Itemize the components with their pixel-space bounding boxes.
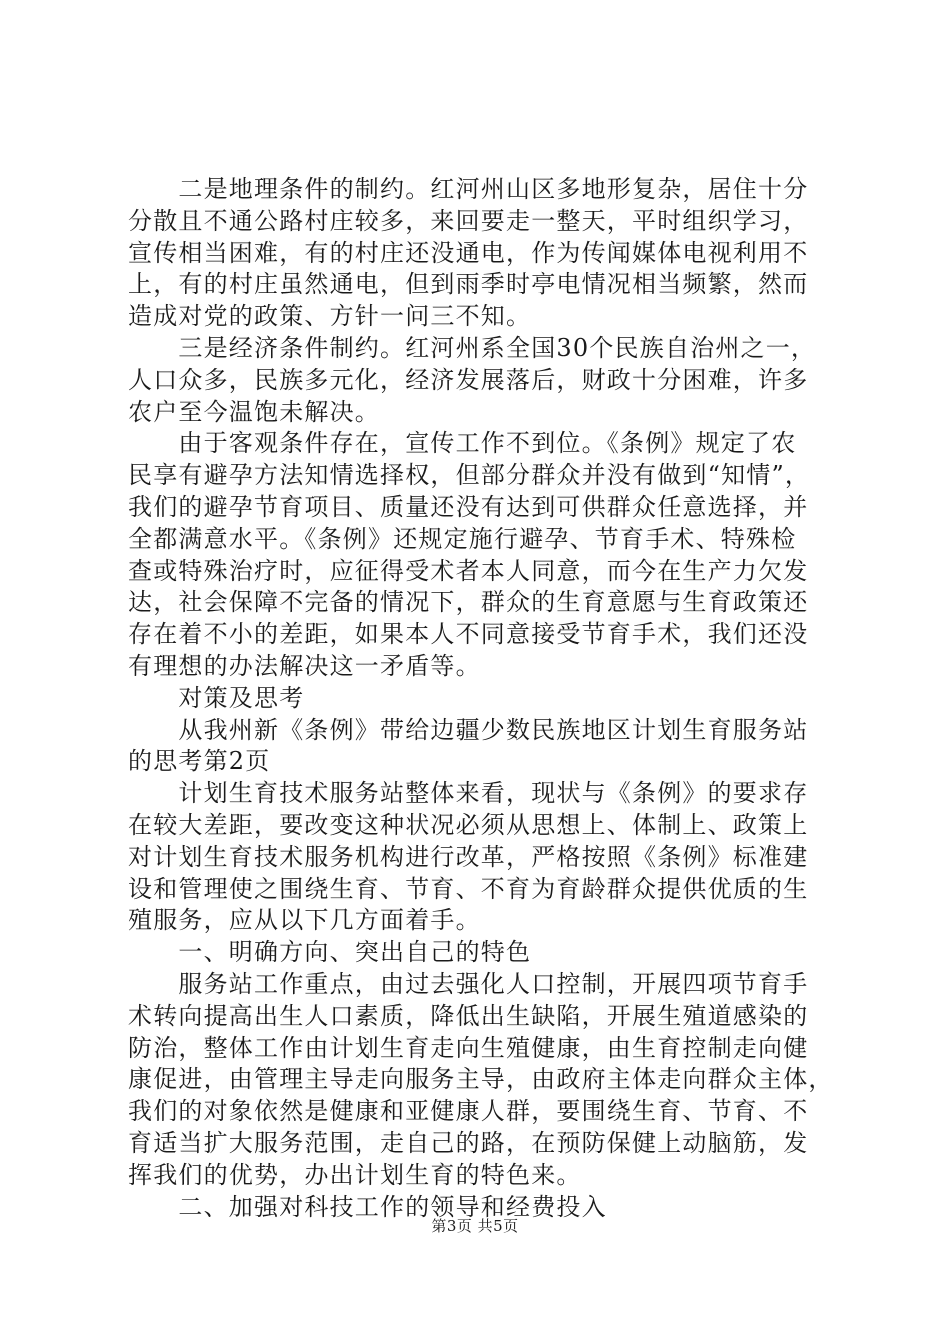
text-line: 在较大差距，要改变这种状况必须从思想上、体制上、政策上: [128, 810, 809, 839]
text-line: 我们的对象依然是健康和亚健康人群，要围绕生育、节育、不: [128, 1097, 809, 1126]
text-line: 我们的避孕节育项目、质量还没有达到可供群众任意选择，并: [128, 492, 809, 521]
section-heading: 对策及思考: [128, 683, 305, 712]
text-line: 从我州新《条例》带给边疆少数民族地区计划生育服务站: [128, 715, 809, 744]
text-line: 宣传相当困难，有的村庄还没通电，作为传闻媒体电视利用不: [128, 238, 809, 267]
text-line: 全都满意水平。《条例》还规定施行避孕、节育手术、特殊检: [128, 524, 797, 553]
text-line: 术转向提高出生人口素质，降低出生缺陷，开展生殖道感染的: [128, 1001, 809, 1030]
text-line: 育适当扩大服务范围，走自己的路，在预防保健上动脑筋，发: [128, 1128, 809, 1157]
text-line: 存在着不小的差距，如果本人不同意接受节育手术，我们还没: [128, 620, 809, 649]
text-line: 达，社会保障不完备的情况下，群众的生育意愿与生育政策还: [128, 588, 809, 617]
text-line: 对计划生育技术服务机构进行改革，严格按照《条例》标准建: [128, 842, 809, 871]
text-line: 服务站工作重点，由过去强化人口控制，开展四项节育手: [128, 969, 809, 998]
text-line: 计划生育技术服务站整体来看，现状与《条例》的要求存: [128, 779, 809, 808]
text-line: 二是地理条件的制约。红河州山区多地形复杂，居住十分: [128, 175, 809, 203]
text-line: 民享有避孕方法知情选择权，但部分群众并没有做到“知情”，: [128, 461, 811, 490]
text-line: 殖服务，应从以下几方面着手。: [128, 906, 481, 935]
text-line: 康促进，由管理主导走向服务主导，由政府主体走向群众主体，: [128, 1065, 834, 1094]
text-line: 防治，整体工作由计划生育走向生殖健康，由生育控制走向健: [128, 1033, 809, 1062]
text-line: 有理想的办法解决这一矛盾等。: [128, 651, 481, 680]
text-line: 造成对党的政策、方针一问三不知。: [128, 302, 532, 331]
document-body: [128, 174, 832, 1223]
text-line: 由于客观条件存在，宣传工作不到位。《条例》规定了农: [128, 429, 797, 458]
section-heading: 一、明确方向、突出自己的特色: [128, 938, 532, 967]
text-line: 农户至今温饱未解决。: [128, 397, 380, 426]
text-line: 挥我们的优势，办出计划生育的特色来。: [128, 1160, 582, 1189]
page-number-footer: 第3页 共5页: [431, 1217, 519, 1235]
text-line: 三是经济条件制约。红河州系全国30个民族自治州之一，: [128, 333, 817, 362]
text-line: 人口众多，民族多元化，经济发展落后，财政十分困难，许多: [128, 365, 809, 394]
text-line: 的思考第2页: [128, 747, 271, 776]
section-heading: 二、加强对科技工作的领导和经费投入: [128, 1192, 607, 1221]
text-line: 查或特殊治疗时，应征得受术者本人同意，而今在生产力欠发: [128, 556, 809, 585]
text-line: 上，有的村庄虽然通电，但到雨季时亭电情况相当频繁，然而: [128, 270, 809, 299]
text-line: 设和管理使之围绕生育、节育、不育为育龄群众提供优质的生: [128, 874, 809, 903]
text-line: 分散且不通公路村庄较多，来回要走一整天，平时组织学习，: [128, 206, 809, 235]
